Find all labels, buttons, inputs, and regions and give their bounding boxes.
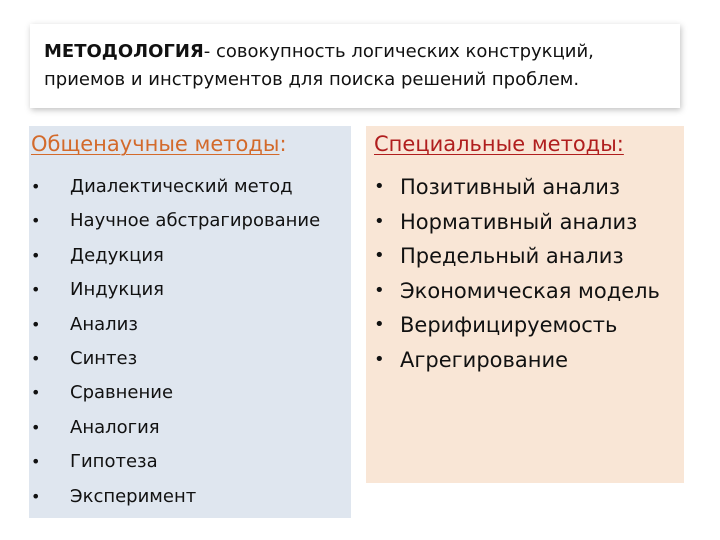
general-methods-title (31, 132, 287, 156)
list-item-label: Анализ (70, 313, 138, 335)
list-item-label: Индукция (70, 279, 164, 301)
bullet-icon: • (374, 279, 385, 301)
list-item (374, 274, 679, 309)
list-item-label: Гипотеза (70, 451, 158, 473)
list-item-label: Аналогия (70, 416, 160, 438)
list-item (374, 343, 679, 378)
list-item-label: Эксперимент (70, 485, 197, 507)
bullet-icon: • (31, 486, 41, 506)
bullet-icon: • (374, 245, 385, 266)
list-item-label: Синтез (70, 347, 138, 369)
definition-text: - совокупность логических конструкций, приемов и инструментов для поиска решений проблем. (44, 41, 594, 90)
list-item (374, 308, 679, 343)
bullet-icon: • (31, 314, 41, 334)
special-methods-panel (366, 126, 684, 483)
general-methods-title-text: Общенаучные методы (31, 132, 280, 156)
bullet-icon: • (31, 211, 41, 231)
special-methods-list (374, 170, 679, 377)
list-item-label: Агрегирование (400, 347, 569, 372)
definition-box (30, 24, 680, 108)
list-item-label: Дедукция (70, 244, 164, 266)
list-item-label: Позитивный анализ (400, 175, 621, 199)
definition-term: МЕТОДОЛОГИЯ (44, 41, 204, 62)
list-item-label: Сравнение (70, 382, 174, 404)
bullet-icon: • (31, 417, 41, 437)
bullet-icon: • (31, 245, 41, 265)
general-methods-panel (29, 126, 351, 518)
list-item-label: Диалектический метод (70, 176, 293, 197)
list-item-label: Научное абстрагирование (70, 210, 321, 232)
bullet-icon: • (31, 383, 41, 403)
bullet-icon: • (31, 177, 41, 196)
list-item-label: Верифицируемость (400, 313, 618, 337)
bullet-icon: • (374, 210, 385, 232)
bullet-icon: • (374, 176, 385, 197)
bullet-icon: • (374, 348, 385, 370)
list-item (374, 205, 679, 240)
list-item-label: Экономическая модель (400, 278, 660, 303)
list-item (374, 239, 679, 274)
bullet-icon: • (374, 314, 385, 335)
list-item-label: Предельный анализ (400, 244, 624, 268)
bullet-icon: • (31, 348, 41, 368)
bullet-icon: • (31, 280, 41, 300)
special-methods-title: Специальные методы: (374, 132, 624, 156)
list-item (374, 170, 679, 205)
general-methods-title-colon: : (279, 132, 287, 156)
bullet-icon: • (31, 452, 41, 472)
list-item-label: Нормативный анализ (400, 209, 638, 234)
